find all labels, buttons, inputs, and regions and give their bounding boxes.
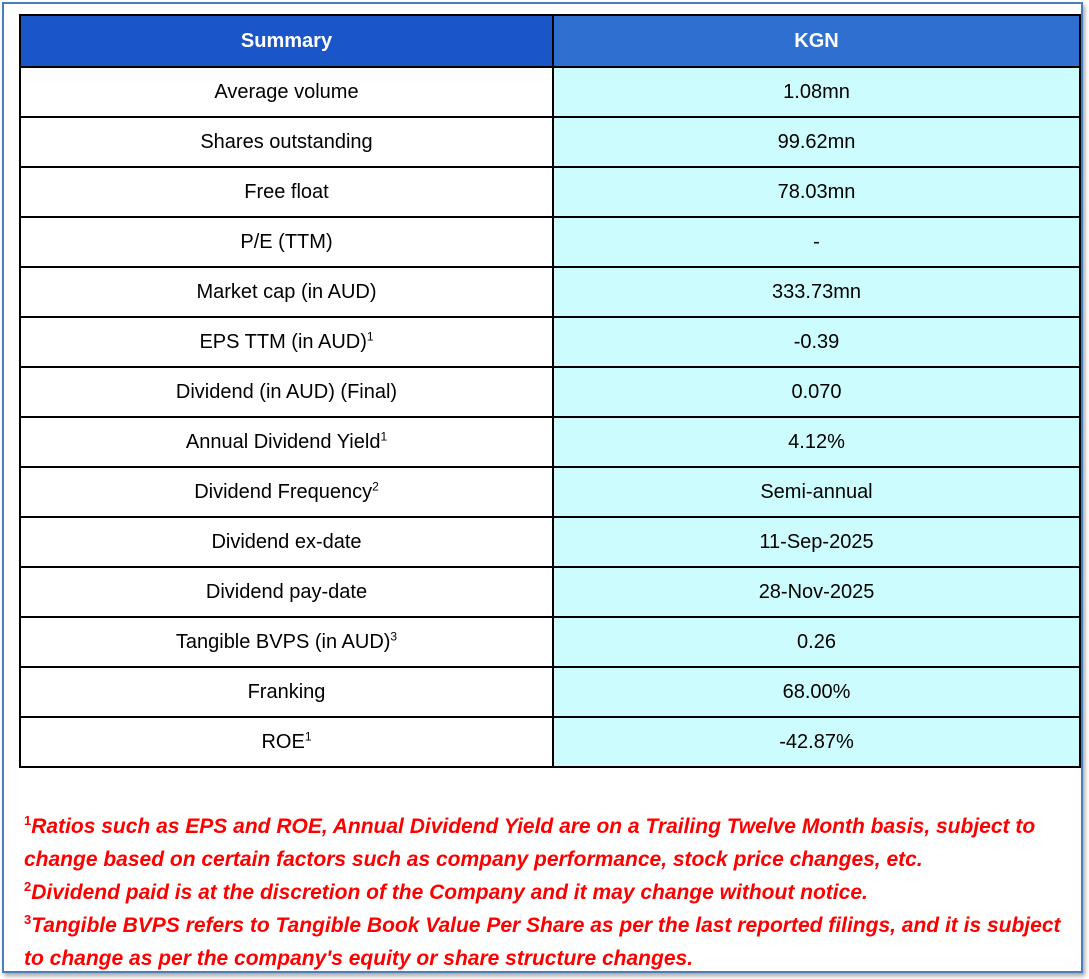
table-row <box>20 67 1080 117</box>
row-label: Average volume <box>20 67 553 117</box>
row-label: Shares outstanding <box>20 117 553 167</box>
row-value: 28-Nov-2025 <box>553 567 1080 617</box>
row-label: EPS TTM (in AUD)$^1$ <box>20 317 553 367</box>
row-label: ROE$^1$ <box>20 717 553 767</box>
row-value: Semi-annual <box>553 467 1080 517</box>
row-value: 0.070 <box>553 367 1080 417</box>
row-label: Tangible BVPS (in AUD)$^3$ <box>20 617 553 667</box>
summary-table <box>19 14 1081 768</box>
row-value: 4.12% <box>553 417 1080 467</box>
row-value: - <box>553 217 1080 267</box>
row-value: 1.08mn <box>553 67 1080 117</box>
row-label: Franking <box>20 667 553 717</box>
footnote-2: $^2$Dividend paid is at the discretion of the Company and it may change without notice. <box>24 879 868 904</box>
row-value: 0.26 <box>553 617 1080 667</box>
table-row <box>20 717 1080 767</box>
table-row <box>20 217 1080 267</box>
table-row <box>20 617 1080 667</box>
row-label: P/E (TTM) <box>20 217 553 267</box>
footnote-3: $^3$Tangible BVPS refers to Tangible Book Value Per Share as per the last reported filings, and it is subject to change as per the company's equity or share structure changes. <box>24 912 1061 970</box>
row-label: Dividend Frequency$^2$ <box>20 467 553 517</box>
footnote-1: $^1$Ratios such as EPS and ROE, Annual Dividend Yield are on a Trailing Twelve Month basis, subject to change based on certain factors such as company performance, stock price changes, etc. <box>24 813 1036 871</box>
table-row <box>20 567 1080 617</box>
table-row <box>20 667 1080 717</box>
footnotes <box>24 810 1074 975</box>
row-value: -42.87% <box>553 717 1080 767</box>
header-kgn: KGN <box>553 15 1080 67</box>
table-row <box>20 267 1080 317</box>
row-value: 11-Sep-2025 <box>553 517 1080 567</box>
row-label: Dividend pay-date <box>20 567 553 617</box>
row-value: 333.73mn <box>553 267 1080 317</box>
table-row <box>20 367 1080 417</box>
table-header-row <box>20 15 1080 67</box>
table-row <box>20 167 1080 217</box>
table-body <box>20 67 1080 767</box>
table-row <box>20 417 1080 467</box>
table-row <box>20 467 1080 517</box>
row-label: Dividend ex-date <box>20 517 553 567</box>
row-label: Market cap (in AUD) <box>20 267 553 317</box>
row-label: Annual Dividend Yield$^1$ <box>20 417 553 467</box>
table-row <box>20 317 1080 367</box>
summary-panel <box>2 2 1083 973</box>
row-value: 99.62mn <box>553 117 1080 167</box>
row-value: 68.00% <box>553 667 1080 717</box>
table-row <box>20 517 1080 567</box>
row-value: 78.03mn <box>553 167 1080 217</box>
header-summary: Summary <box>20 15 553 67</box>
row-value: -0.39 <box>553 317 1080 367</box>
table-row <box>20 117 1080 167</box>
row-label: Dividend (in AUD) (Final) <box>20 367 553 417</box>
row-label: Free float <box>20 167 553 217</box>
